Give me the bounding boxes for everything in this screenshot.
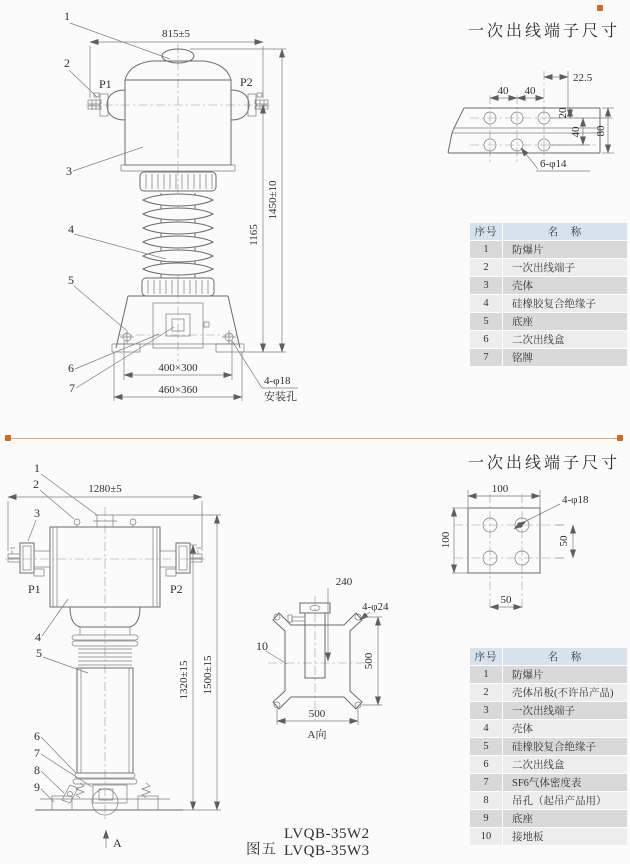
holes-4-18: 4-φ18	[562, 494, 589, 506]
plate-dimensions	[440, 483, 589, 607]
row-number: 5	[470, 313, 503, 331]
callout-4: 4	[35, 630, 41, 644]
dim-500-v: 500	[363, 652, 375, 670]
table-row	[470, 774, 627, 792]
row-number: 1	[470, 241, 503, 259]
col-name-header: 名 称	[503, 223, 628, 241]
dim-base-inner: 400×300	[158, 362, 198, 374]
dim-height-1165: 1165	[248, 224, 260, 246]
row-name: 吊孔（起吊产品用）	[503, 792, 628, 810]
table-row	[470, 259, 627, 277]
table-row	[470, 702, 627, 720]
left-bushing	[8, 543, 50, 576]
row-name: 硅橡胶复合绝缘子	[503, 738, 628, 756]
callout-8: 8	[34, 763, 40, 777]
dim-22-5: 22.5	[573, 72, 593, 84]
dim-50-v: 50	[558, 535, 570, 547]
dimensions	[256, 576, 389, 741]
callout-1: 1	[64, 9, 70, 23]
row-name: 底座	[503, 810, 628, 828]
row-name: 铭牌	[503, 349, 628, 367]
callout-1: 1	[34, 461, 40, 475]
model-name-2: LVQB-35W3	[284, 843, 370, 859]
dim-20: 20	[557, 107, 569, 119]
callout-6: 6	[34, 729, 40, 743]
figure-number: 图五	[246, 842, 277, 858]
row-name: 硅橡胶复合绝缘子	[503, 295, 628, 313]
table-row	[470, 792, 627, 810]
centerlines	[268, 596, 368, 720]
row-name: 接地板	[503, 828, 628, 846]
col-name-header: 名 称	[503, 648, 628, 666]
dim-width-1280: 1280±5	[88, 483, 122, 495]
a-view-drawing	[240, 570, 400, 748]
page-corner-dot	[597, 5, 603, 11]
top-terminal-title: 一次出线端子尺寸	[468, 23, 621, 40]
top-device-drawing	[0, 0, 460, 437]
dim-40v: 40	[570, 126, 582, 138]
row-name: 一次出线端子	[503, 702, 628, 720]
row-name: 底座	[503, 313, 628, 331]
row-number: 6	[470, 756, 503, 774]
p1-label: P1	[99, 77, 112, 91]
callout-9: 9	[34, 780, 40, 794]
top-parts-table	[470, 223, 627, 367]
divider-dot-right	[617, 435, 623, 441]
table-row	[470, 828, 627, 846]
holes-6-14: 6-φ14	[540, 158, 567, 170]
plate-outline	[468, 508, 540, 573]
row-name: 防爆片	[503, 666, 628, 684]
dim-height-1450: 1450±10	[267, 180, 279, 220]
dim-height-1500: 1500±15	[202, 655, 214, 695]
plate-centerlines	[454, 494, 556, 610]
p1-label: P1	[28, 582, 41, 596]
row-name: 壳体吊板(不许吊产品)	[503, 684, 628, 702]
table-row	[470, 241, 627, 259]
p2-label: P2	[170, 582, 183, 596]
view-arrow-label: A	[113, 836, 122, 850]
row-name: 壳体	[503, 720, 628, 738]
table-row	[470, 756, 627, 774]
bottom-parts-table	[470, 648, 627, 846]
callout-5: 5	[36, 646, 42, 660]
table-header	[470, 223, 627, 241]
section-divider	[8, 438, 622, 439]
row-name: SF6气体密度表	[503, 774, 628, 792]
dimensions	[8, 483, 221, 850]
dim-100-h: 100	[491, 483, 509, 495]
table-row	[470, 349, 627, 367]
table-row	[470, 738, 627, 756]
callout-3: 3	[34, 506, 40, 520]
base-assembly	[35, 783, 183, 815]
callout-3: 3	[66, 164, 72, 178]
table-row	[470, 313, 627, 331]
callout-10: 10	[256, 639, 268, 653]
dim-40b: 40	[524, 85, 536, 97]
table-header	[470, 648, 627, 666]
callout-2: 2	[33, 477, 39, 491]
dim-height-1320: 1320±15	[178, 660, 190, 700]
p2-label: P2	[240, 75, 253, 89]
callouts	[28, 461, 183, 802]
dim-240: 240	[335, 576, 353, 588]
row-number: 2	[470, 684, 503, 702]
row-number: 10	[470, 828, 503, 846]
dim-width-815: 815±5	[161, 28, 191, 40]
table-row	[470, 666, 627, 684]
dim-40a: 40	[497, 85, 509, 97]
bottom-terminal-drawing	[440, 470, 630, 635]
model-name-1: LVQB-35W2	[284, 826, 370, 842]
holes-4-24: 4-φ24	[362, 601, 389, 613]
dim-500-h: 500	[308, 708, 326, 720]
row-number: 7	[470, 774, 503, 792]
callout-5: 5	[68, 273, 74, 287]
row-name: 一次出线端子	[503, 259, 628, 277]
row-number: 1	[470, 666, 503, 684]
bottom-device-drawing	[0, 455, 245, 864]
table-row	[470, 295, 627, 313]
row-name: 壳体	[503, 277, 628, 295]
row-name: 二次出线盒	[503, 331, 628, 349]
row-number: 8	[470, 792, 503, 810]
mount-hole-label: 4-φ18	[264, 375, 291, 387]
row-number: 6	[470, 331, 503, 349]
row-number: 7	[470, 349, 503, 367]
bracket-outline	[273, 603, 362, 709]
plate-dimensions	[490, 71, 614, 171]
bottom-terminal-title: 一次出线端子尺寸	[468, 455, 621, 472]
row-number: 5	[470, 738, 503, 756]
a-view-caption: A向	[307, 729, 327, 741]
table-row	[470, 684, 627, 702]
row-number: 9	[470, 810, 503, 828]
dim-base-outer: 460×360	[158, 384, 198, 396]
row-number: 4	[470, 720, 503, 738]
col-no-header: 序号	[470, 223, 503, 241]
callout-6: 6	[68, 361, 74, 375]
table-row	[470, 720, 627, 738]
row-name: 防爆片	[503, 241, 628, 259]
mount-hole-note: 安装孔	[264, 391, 297, 403]
callout-7: 7	[34, 746, 40, 760]
callout-4: 4	[68, 222, 74, 236]
table-row	[470, 810, 627, 828]
dim-100-v: 100	[440, 531, 452, 549]
figure-models	[284, 826, 370, 860]
table-row	[470, 277, 627, 295]
row-number: 2	[470, 259, 503, 277]
row-number: 4	[470, 295, 503, 313]
callout-2: 2	[64, 56, 70, 70]
top-terminal-drawing	[440, 45, 630, 205]
row-number: 3	[470, 277, 503, 295]
right-bushing	[160, 543, 202, 576]
dim-80: 80	[595, 125, 607, 137]
table-row	[470, 331, 627, 349]
row-name: 二次出线盒	[503, 756, 628, 774]
col-no-header: 序号	[470, 648, 503, 666]
row-number: 3	[470, 702, 503, 720]
dim-50-h: 50	[500, 594, 512, 606]
callout-7: 7	[69, 381, 75, 395]
divider-dot-left	[5, 435, 11, 441]
